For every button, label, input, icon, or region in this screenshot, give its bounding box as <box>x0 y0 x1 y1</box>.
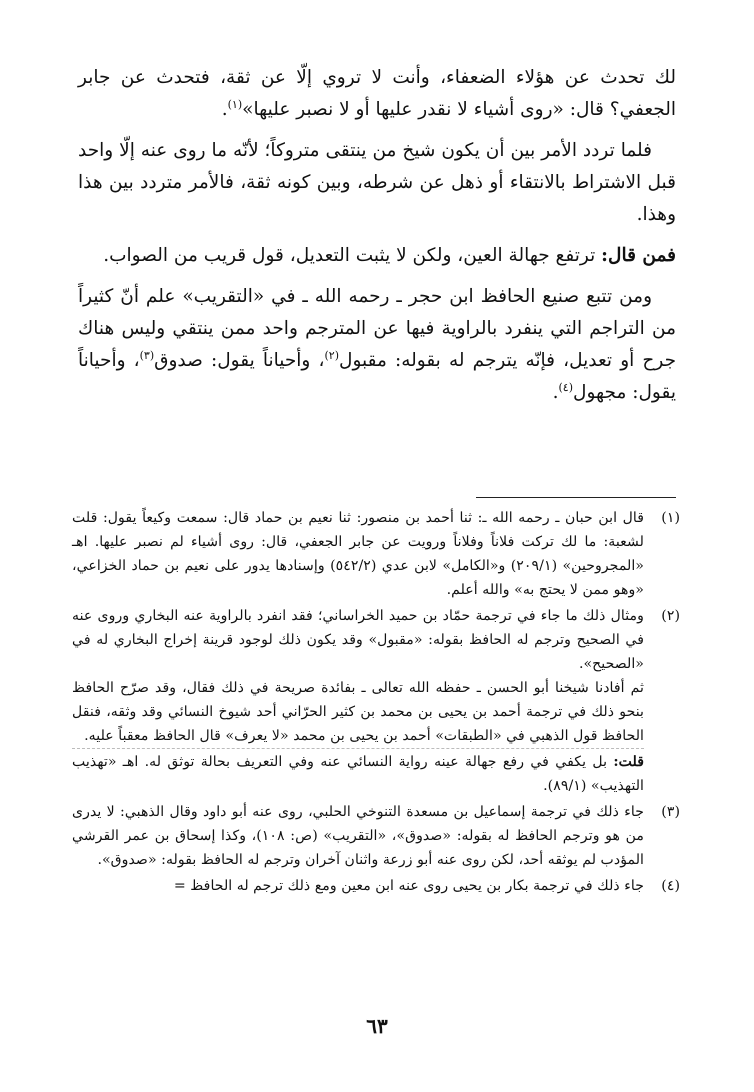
footnote-3 <box>72 800 680 872</box>
footnote-number: (١) <box>661 510 680 526</box>
paragraph-2: فلما تردد الأمر بين أن يكون شيخ من ينتقى متروكاً؛ لأنّه ما روى عنه إلّا واحد قبل الاشتراط بالانتقاء أو ذهل عن شرطه، وبين كونه ثقة، فالأمر متردد بين هذا وهذا. <box>78 140 676 225</box>
footnote-text: بل يكفي في رفع جهالة عينه رواية النسائي عنه وفي التعريف بحالة توثق له. اهـ «تهذيب التهذيب» (٨٩/١). <box>72 754 644 794</box>
paragraph-3 <box>78 240 676 272</box>
paragraph-4-end: . <box>552 382 559 403</box>
footnote-text: ثم أفادنا شيخنا أبو الحسن ـ حفظه الله تعالى ـ بفائدة صريحة في ذلك فقال، وقد صرّح الحافظ بنحو ذلك في ترجمة أحمد بن يحيى بن محمد بن كثير الحرّاني أحد شيوخ النسائي وقد وثقه، فنقل الحافظ قول الذهبي في «الطبقات» أحمد بن يحيى بن محمد «لا يعرف» قال الحافظ معقباً عليه. <box>72 680 644 744</box>
paragraph-4-text-c: ، وأحياناً يقول: مجهول <box>78 350 676 403</box>
footnote-ref-2[interactable]: (٢) <box>324 348 339 362</box>
main-text <box>78 62 676 418</box>
footnote-text: قال ابن حبان ـ رحمه الله ـ: ثنا أحمد بن منصور: ثنا نعيم بن حماد قال: سمعت وكيعاً يقول: قلت لشعبة: ما لك تركت فلاناً وفلاناً ورويت عن جابر الجعفي، قال: روى أشياء لم نصبر عليها. اهـ «المجروحين» (٢٠٩/١) و«الكامل» لابن عدي (٥٤٢/٢) وإسنادها يدور على نعيم بن حماد الخزاعي، «وهو ممن لا يحتج به» والله أعلم. <box>72 510 644 598</box>
paragraph-3-lead: فمن قال: <box>601 245 676 266</box>
footnote-text: جاء ذلك في ترجمة إسماعيل بن مسعدة التنوخي الحلبي، روى عنه أبو داود وقال الذهبي: لا يدرى من هو وترجم الحافظ له بقوله: «صدوق»، «التقريب» (ص: ١٠٨)، وكذا إسحاق بن عمر القرشي المؤدب لم يوثقه أحد، لكن روى عنه أبو زرعة واثنان آخران وترجم له الحافظ بقوله: «صدوق». <box>72 804 645 868</box>
footnote-ref-1[interactable]: (١) <box>227 97 243 111</box>
footnote-number: (٢) <box>661 608 680 624</box>
footnote-text: ومثال ذلك ما جاء في ترجمة حمّاد بن حميد الخراساني؛ فقد انفرد بالراوية عنه البخاري وروى عنه في الصحيح وترجم له الحافظ بقوله: «مقبول» وقد يكون ذلك لوجود قرينة إخراج البخاري له في «الصحيح». <box>72 608 644 672</box>
paragraph-1 <box>78 62 676 126</box>
footnote-ref-4[interactable]: (٤) <box>558 380 573 394</box>
footnotes <box>72 506 680 900</box>
paragraph-4-text-a: ومن تتبع صنيع الحافظ ابن حجر ـ رحمه الله ـ في «التقريب» علم أنّ كثيراً من التراجم التي ينفرد بالراوية فيها عن المترجم واحد ممن ينتقي وليس هناك جرح أو تعديل، فإنّه يترجم له بقوله: مقبول <box>78 286 676 371</box>
paragraph-1-text: لك تحدث عن هؤلاء الضعفاء، وأنت لا تروي إلّا عن ثقة، فتحدث عن جابر الجعفي؟ قال: «روى أشياء لا نقدر عليها أو لا نصبر عليها» <box>78 67 676 120</box>
footnote-note <box>72 748 644 798</box>
footnote-ref-3[interactable]: (٣) <box>139 348 155 362</box>
page-number: ٦٣ <box>366 1014 388 1038</box>
paragraph-1-end: . <box>221 99 228 120</box>
paragraph-3-text: ترتفع جهالة العين، ولكن لا يثبت التعديل، قول قريب من الصواب. <box>103 245 596 266</box>
footnote-2 <box>72 604 680 798</box>
paragraph-4-text-b: ، وأحياناً يقول: صدوق <box>154 350 325 371</box>
footnote-1 <box>72 506 680 602</box>
qult-label: قلت: <box>613 754 644 770</box>
footnote-4 <box>72 874 680 898</box>
paragraph-4 <box>78 281 676 409</box>
footnote-number: (٤) <box>661 878 680 894</box>
footnote-separator <box>476 497 676 498</box>
footnote-number: (٣) <box>661 804 680 820</box>
footnote-text: جاء ذلك في ترجمة بكار بن يحيى روى عنه ابن معين ومع ذلك ترجم له الحافظ = <box>173 878 644 894</box>
